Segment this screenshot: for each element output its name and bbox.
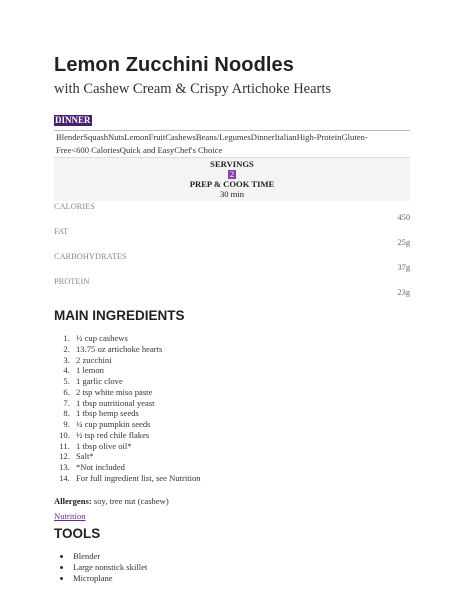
nutrition-row (54, 202, 410, 223)
nutrition-row (54, 252, 410, 273)
list-item: 8. 1 tbsp hemp seeds (72, 408, 410, 419)
prep-time-value: 30 min (219, 189, 245, 199)
list-item: 13. *Not included (72, 462, 410, 473)
tag-list (54, 130, 410, 158)
tag-list-line: BlenderSquashNutsLemonFruitCashewsBeans/LegumesDinnerItalianHigh-ProteinGluten- (56, 132, 368, 142)
list-item: 7. 1 tbsp nutritional yeast (72, 398, 410, 409)
recipe-page (54, 52, 410, 584)
nutrition-value: 23g (397, 288, 410, 297)
allergens-value: soy, tree nut (cashew) (93, 495, 169, 506)
nutrition-value: 37g (397, 263, 410, 272)
list-item: • Blender (72, 551, 410, 562)
list-item: 2. 13.75 oz artichoke hearts (72, 344, 410, 355)
tools-heading: TOOLS (54, 525, 101, 541)
allergens (54, 496, 410, 506)
list-item: 12. Salt* (72, 451, 410, 462)
tag-list-line: Free<600 CaloriesQuick and EasyChef's Choice (56, 145, 223, 155)
allergens-label: Allergens: (54, 495, 92, 506)
ingredients-heading: MAIN INGREDIENTS (54, 308, 185, 323)
nutrition-row (54, 227, 410, 248)
nutrition-label: FAT (54, 227, 69, 236)
servings-value: 2 (229, 169, 235, 179)
nutrition-value: 25g (397, 238, 410, 247)
list-item: 3. 2 zucchini (72, 355, 410, 366)
nutrition-label: PROTEIN (54, 277, 90, 286)
list-item: 6. 2 tsp white miso paste (72, 387, 410, 398)
nutrition-summary (54, 202, 410, 298)
list-item: 14. For full ingredient list, see Nutrition (72, 473, 410, 484)
list-item: 10. ½ tsp red chile flakes (72, 430, 410, 441)
list-item: 4. 1 lemon (72, 365, 410, 376)
list-item: 11. 1 tbsp olive oil* (72, 441, 410, 452)
nutrition-link[interactable]: Nutrition (54, 510, 86, 521)
list-item: • Microplane (72, 573, 410, 584)
servings-label: SERVINGS (210, 159, 254, 169)
nutrition-row (54, 277, 410, 298)
list-item: • Large nonstick skillet (72, 562, 410, 573)
recipe-title: Lemon Zucchini Noodles (54, 54, 294, 76)
prep-time-label: PREP & COOK TIME (189, 179, 275, 189)
nutrition-label: CALORIES (54, 202, 95, 211)
nutrition-value: 450 (397, 213, 410, 222)
ingredients-list (54, 333, 410, 484)
nutrition-label: CARBOHYDRATES (54, 252, 127, 261)
tools-list (54, 551, 410, 584)
recipe-subtitle: with Cashew Cream & Crispy Artichoke Hearts (54, 81, 332, 97)
recipe-meta (54, 158, 410, 201)
meal-tag[interactable]: DINNER (55, 115, 91, 125)
list-item: 5. 1 garlic clove (72, 376, 410, 387)
list-item: 1. ½ cup cashews (72, 333, 410, 344)
list-item: 9. ¼ cup pumpkin seeds (72, 419, 410, 430)
